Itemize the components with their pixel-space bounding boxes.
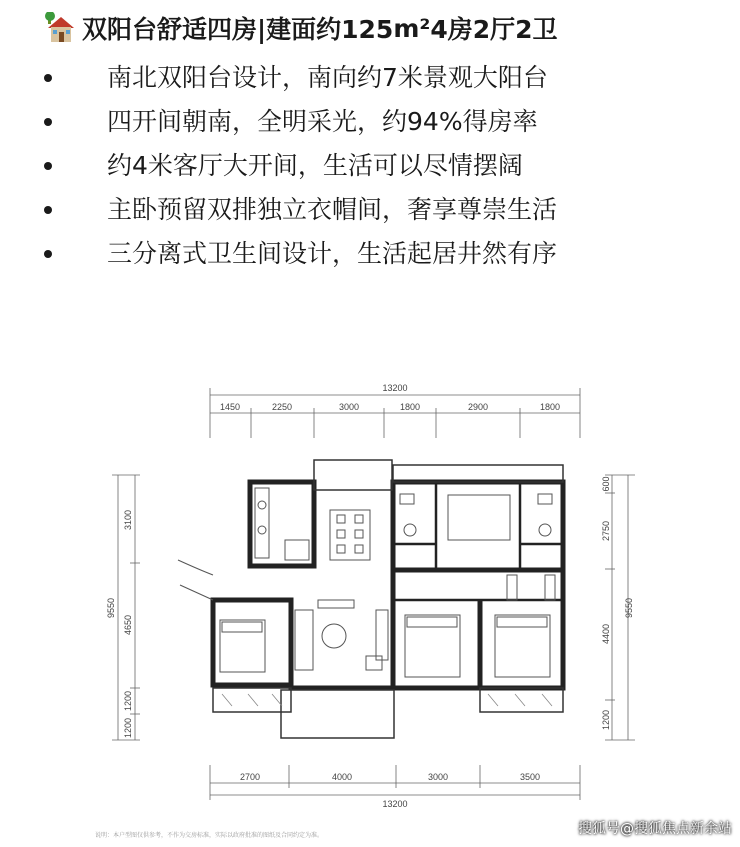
floor-plan bbox=[0, 370, 740, 830]
dim-left-1: 3100 bbox=[123, 509, 133, 531]
title-unit: m² bbox=[393, 13, 431, 43]
furniture bbox=[178, 488, 555, 677]
dim-left-4: 1200 bbox=[123, 717, 133, 739]
dim-right-total: 9550 bbox=[624, 597, 634, 619]
dim-top-4: 1800 bbox=[399, 402, 421, 412]
dim-top-3: 3000 bbox=[338, 402, 360, 412]
dim-bottom-2: 4000 bbox=[331, 772, 353, 782]
list-item: 主卧预留双排独立衣帽间，奢享尊崇生活 bbox=[0, 188, 740, 232]
watermark: 搜狐号@搜狐焦点新余站 bbox=[578, 821, 732, 837]
dim-right-1: 600 bbox=[601, 476, 611, 492]
footnote: 说明：本户型图仅供参考，不作为交房标准，实际以政府批准的图纸及合同约定为准。 bbox=[95, 833, 324, 839]
dim-right-3: 4400 bbox=[601, 623, 611, 645]
dim-bottom-1: 2700 bbox=[239, 772, 261, 782]
title-prefix: 双阳台舒适四房|建面约125 bbox=[82, 15, 394, 44]
house-icon bbox=[44, 12, 78, 44]
dim-left-2: 4650 bbox=[123, 614, 133, 636]
dim-top-6: 1800 bbox=[539, 402, 561, 412]
dim-bottom-4: 3500 bbox=[519, 772, 541, 782]
railing-marks bbox=[222, 694, 552, 706]
list-item: 约4米客厅大开间，生活可以尽情摆阔 bbox=[0, 144, 740, 188]
dim-bottom-total: 13200 bbox=[382, 799, 408, 809]
dim-top-5: 2900 bbox=[467, 402, 489, 412]
dim-left-total: 9550 bbox=[106, 597, 116, 619]
dim-top-2: 2250 bbox=[271, 402, 293, 412]
list-item: 四开间朝南，全明采光，约94%得房率 bbox=[0, 100, 740, 144]
title-suffix: 4房2厅2卫 bbox=[430, 15, 558, 44]
dim-bottom-3: 3000 bbox=[427, 772, 449, 782]
dim-top-1: 1450 bbox=[219, 402, 241, 412]
dim-right-4: 1200 bbox=[601, 709, 611, 731]
dim-left-3: 1200 bbox=[123, 690, 133, 712]
dim-right-2: 2750 bbox=[601, 520, 611, 542]
dim-top-total: 13200 bbox=[382, 383, 408, 393]
page-title bbox=[44, 10, 558, 46]
list-item: 南北双阳台设计，南向约7米景观大阳台 bbox=[0, 56, 740, 100]
list-item: 三分离式卫生间设计，生活起居井然有序 bbox=[0, 232, 740, 276]
